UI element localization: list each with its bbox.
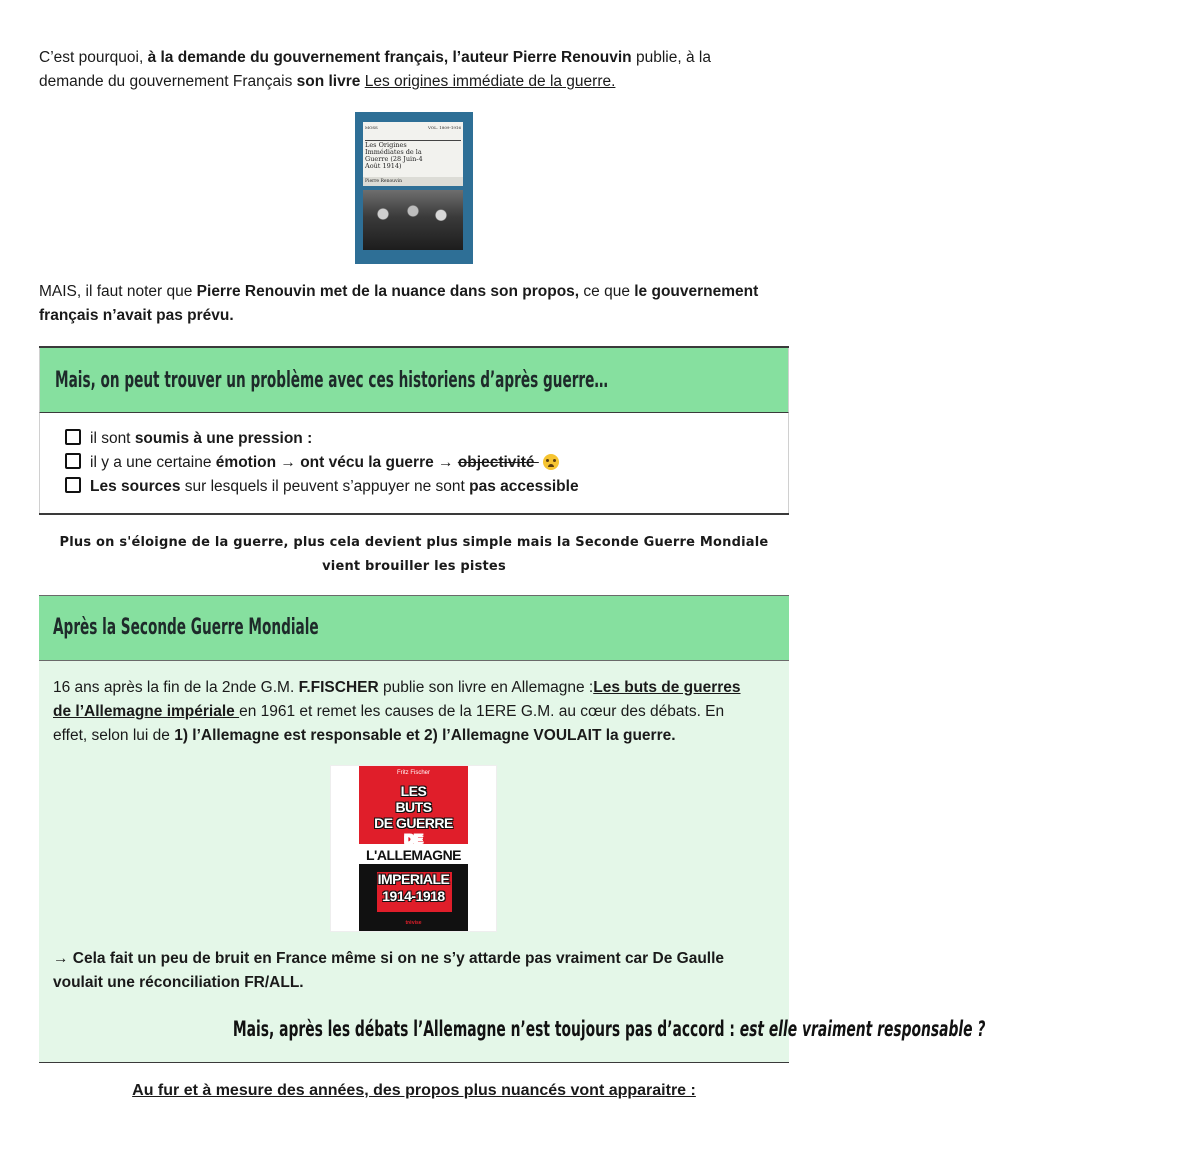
checklist-item: il y a une certaine émotion → ont vécu la guerre → objectivité [65,451,559,475]
crying-face-icon [543,454,559,470]
intro-paragraph [39,46,789,94]
cover-author: Fritz Fischer [397,770,430,776]
checkbox[interactable] [65,477,81,493]
intro-text: publie, à la [631,49,711,66]
reaction-paragraph: → Cela fait un peu de bruit en France même si on ne s’y attarde pas vraiment car De Gaulle voulait une réconciliation FR/ALL. [53,950,725,991]
problem-callout [39,346,789,515]
cover-title: Les Origines Immédiates de la Guerre (28 Juin-4 Août 1914) [365,140,461,170]
closing-heading: Au fur et à mesure des années, des propos plus nuancés vont apparaitre : [132,1082,696,1099]
transition-line: vient brouiller les pistes [322,559,506,574]
post-ww2-section [39,595,986,1063]
fischer-book-link[interactable]: Les buts de guerres [593,679,741,696]
cover-author: Pierre Renouvin [363,177,463,186]
fischer-paragraph: 16 ans après la fin de la 2nde G.M. F.FISCHER publie son livre en Allemagne :Les buts de guerres de l’Allemagne impériale en 1961 et remet les causes de la 1ERE G.M. au cœur des débats. En effet, selon lui de 1) l’Allemagne est responsable et 2) l’Allemagne VOULAIT la guerre. [53,679,741,744]
book-cover-fischer: Fritz Fischer LES BUTS DE GUERRE DE L'ALLEMAGNE IMPERIALE 1914-1918 trévise [331,766,496,931]
intro-text: demande du gouvernement Français [39,73,297,90]
intro-bold: à la demande du gouvernement français, l’auteur Pierre Renouvin [147,49,632,66]
callout-heading: Mais, on peut trouver un problème avec ces historiens d’après guerre… [55,368,609,393]
cover-volume: VOL. 1809-1916 [427,125,461,130]
section-header [39,596,789,661]
checklist [39,413,789,513]
cover-series: MOSS [365,125,378,130]
intro-text: C’est pourquoi, [39,49,148,66]
intro-bold: son livre [296,73,361,90]
checklist-item: il sont soumis à une pression : [65,427,312,451]
book-title-link[interactable]: Les origines immédiate de la guerre. [364,73,616,90]
checklist-item: Les sources sur lesquels il peuvent s’appuyer ne sont pas accessible [65,475,579,499]
transition-line: Plus on s'éloigne de la guerre, plus cela devient plus simple mais la Seconde Guerre Mondiale [59,535,769,550]
cover-photo [363,190,463,250]
checkbox[interactable] [65,429,81,445]
checkbox[interactable] [65,453,81,469]
book-cover-renouvin [355,112,473,264]
section-heading: Après la Seconde Guerre Mondiale [53,615,319,640]
nuance-paragraph: MAIS, il faut noter que Pierre Renouvin met de la nuance dans son propos, ce que le gouvernement français n’avait pas prévu. [39,283,759,324]
fischer-book-link[interactable]: de l’Allemagne impériale [53,703,240,720]
cover-publisher: trévise [405,920,422,926]
question-quote: Mais, après les débats l’Allemagne n’est toujours pas d’accord : est elle vraiment responsable ? [232,1017,986,1041]
callout-header [39,348,789,413]
